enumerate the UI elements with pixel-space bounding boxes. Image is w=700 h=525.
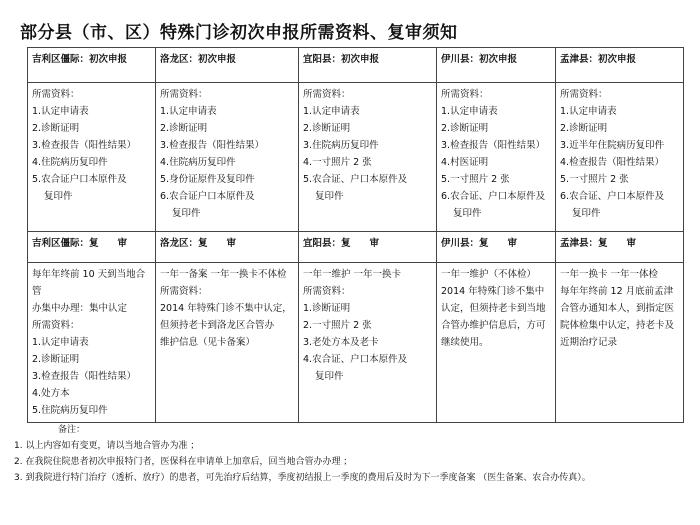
review-item: 所需资料： bbox=[32, 320, 80, 331]
review-item: 3.检查报告（阳性结果） bbox=[32, 371, 137, 382]
review-item: 所需资料： bbox=[303, 286, 351, 297]
material-item: 4.住院病历复印件 bbox=[160, 157, 236, 168]
initial-header-row bbox=[28, 48, 684, 83]
review-cell-yiyang bbox=[299, 263, 437, 423]
material-item: 4.检查报告（阳性结果） bbox=[560, 157, 665, 168]
material-item: 5.农合证、户口本原件及 bbox=[303, 174, 408, 185]
materials-cell-luolong bbox=[156, 83, 299, 232]
review-item: 4.农合证、户口本原件及 bbox=[303, 354, 408, 365]
review-item: 3.老处方本及老卡 bbox=[303, 337, 379, 348]
material-item: 复印件 bbox=[315, 191, 344, 202]
requirements-table bbox=[27, 47, 684, 423]
review-item: 2.一寸照片 2 张 bbox=[303, 320, 372, 331]
col-header-yichuan: 伊川县：初次申报 bbox=[437, 48, 556, 83]
review-item: 一年一备案 一年一换卡不体检 bbox=[160, 269, 287, 280]
material-item: 1.认定申请表 bbox=[303, 106, 360, 117]
materials-title: 所需资料： bbox=[160, 89, 208, 100]
review-item: 一年一换卡 一年一体检 bbox=[560, 269, 659, 280]
material-item: 2.诊断证明 bbox=[560, 123, 608, 134]
note-item: 3. 到我院进行特门治疗（透析、放疗）的患者，可先治疗后结算，季度初结报上一季度的费用后及时为下一季度备案 （医生备案、农合办传真）。 bbox=[14, 473, 591, 483]
material-item: 1.认定申请表 bbox=[560, 106, 617, 117]
materials-title: 所需资料： bbox=[303, 89, 351, 100]
material-item: 3.检查报告（阳性结果） bbox=[441, 140, 546, 151]
review-item: 合管办通知本人，到指定医 bbox=[560, 303, 675, 314]
review-item: 2014 年特殊门诊不集中认定， bbox=[160, 303, 292, 314]
notes-section bbox=[14, 422, 694, 486]
review-item: 复印件 bbox=[315, 371, 344, 382]
material-item: 1.认定申请表 bbox=[160, 106, 217, 117]
review-item: 5.住院病历复印件 bbox=[32, 405, 108, 416]
material-item: 3.检查报告（阳性结果） bbox=[32, 140, 137, 151]
material-item: 复印件 bbox=[44, 191, 73, 202]
review-item: 1.认定申请表 bbox=[32, 337, 89, 348]
material-item: 2.诊断证明 bbox=[32, 123, 80, 134]
review-item: 认定，但须持老卡到当地 bbox=[441, 303, 546, 314]
review-item: 所需资料： bbox=[160, 286, 208, 297]
review-item: 继续使用。 bbox=[441, 337, 489, 348]
col-header-jili: 吉利区僵际：初次申报 bbox=[28, 48, 156, 83]
review-item: 每年年终前 12 月底前孟津 bbox=[560, 286, 674, 297]
review-cell-luolong bbox=[156, 263, 299, 423]
material-item: 1.认定申请表 bbox=[32, 106, 89, 117]
review-item: 每年年终前 10 天到当地合管 bbox=[32, 269, 146, 297]
notes-label: 备注： bbox=[58, 425, 86, 435]
material-item: 2.诊断证明 bbox=[160, 123, 208, 134]
material-item: 2.诊断证明 bbox=[441, 123, 489, 134]
material-item: 4.住院病历复印件 bbox=[32, 157, 108, 168]
material-item: 5.一寸照片 2 张 bbox=[441, 174, 510, 185]
review-header-yichuan: 伊川县：复 审 bbox=[437, 232, 556, 263]
material-item: 4.村医证明 bbox=[441, 157, 489, 168]
material-item: 6.农合证、户口本原件及 bbox=[441, 191, 546, 202]
material-item: 6.农合证、户口本原件及 bbox=[560, 191, 665, 202]
materials-cell-yichuan bbox=[437, 83, 556, 232]
review-item: 2.诊断证明 bbox=[32, 354, 80, 365]
materials-title: 所需资料： bbox=[441, 89, 489, 100]
page-title: 部分县（市、区）特殊门诊初次申报所需资料、复审须知 bbox=[20, 23, 458, 43]
initial-materials-row bbox=[28, 83, 684, 232]
col-header-mengjin: 孟津县：初次申报 bbox=[556, 48, 684, 83]
review-cell-yichuan bbox=[437, 263, 556, 423]
material-item: 3.近半年住院病历复印件 bbox=[560, 140, 665, 151]
material-item: 5.一寸照片 2 张 bbox=[560, 174, 629, 185]
review-item: 1.诊断证明 bbox=[303, 303, 351, 314]
material-item: 4.一寸照片 2 张 bbox=[303, 157, 372, 168]
review-item: 但须持老卡到洛龙区合管办 bbox=[160, 320, 275, 331]
col-header-yiyang: 宜阳县：初次申报 bbox=[299, 48, 437, 83]
review-item: 一年一维护（不体检） bbox=[441, 269, 537, 280]
review-header-luolong: 洛龙区：复 审 bbox=[156, 232, 299, 263]
review-item: 4.处方本 bbox=[32, 388, 70, 399]
material-item: 2.诊断证明 bbox=[303, 123, 351, 134]
materials-cell-mengjin bbox=[556, 83, 684, 232]
material-item: 6.农合证户口本原件及 bbox=[160, 191, 255, 202]
review-header-yiyang: 宜阳县：复 审 bbox=[299, 232, 437, 263]
review-item: 院体检集中认定，持老卡及 bbox=[560, 320, 675, 331]
material-item: 3.检查报告（阳性结果） bbox=[160, 140, 265, 151]
review-cell-mengjin bbox=[556, 263, 684, 423]
material-item: 复印件 bbox=[172, 208, 201, 219]
review-header-row bbox=[28, 232, 684, 263]
materials-cell-yiyang bbox=[299, 83, 437, 232]
review-item: 2014 年特殊门诊不集中 bbox=[441, 286, 545, 297]
review-item: 维护信息（见卡备案） bbox=[160, 337, 256, 348]
review-materials-row bbox=[28, 263, 684, 423]
material-item: 复印件 bbox=[453, 208, 482, 219]
materials-cell-jili bbox=[28, 83, 156, 232]
materials-title: 所需资料： bbox=[560, 89, 608, 100]
review-item: 一年一维护 一年一换卡 bbox=[303, 269, 402, 280]
materials-title: 所需资料： bbox=[32, 89, 80, 100]
review-cell-jili bbox=[28, 263, 156, 423]
note-item: 2. 在我院住院患者初次申报特门者，医保科在申请单上加章后，回当地合管办办理 ； bbox=[14, 457, 353, 467]
material-item: 复印件 bbox=[572, 208, 601, 219]
material-item: 3.住院病历复印件 bbox=[303, 140, 379, 151]
review-header-jili: 吉利区僵际：复 审 bbox=[28, 232, 156, 263]
review-header-mengjin: 孟津县：复 审 bbox=[556, 232, 684, 263]
material-item: 5.农合证户口本原件及 bbox=[32, 174, 127, 185]
review-item: 近期治疗记录 bbox=[560, 337, 618, 348]
note-item: 1. 以上内容如有变更，请以当地合管办为准 ； bbox=[14, 441, 200, 451]
review-item: 办集中办理：集中认定 bbox=[32, 303, 128, 314]
material-item: 5.身份证原件及复印件 bbox=[160, 174, 255, 185]
review-item: 合管办维护信息后，方可 bbox=[441, 320, 546, 331]
col-header-luolong: 洛龙区：初次申报 bbox=[156, 48, 299, 83]
material-item: 1.认定申请表 bbox=[441, 106, 498, 117]
